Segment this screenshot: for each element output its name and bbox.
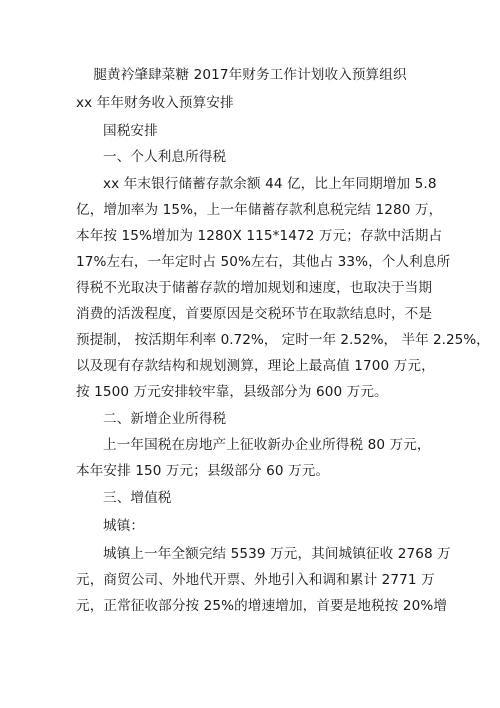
- paragraph-line: 17%左右，一年定时占 50%左右，其他占 33%，个人利息所: [76, 254, 451, 270]
- paragraph-line: 元，商贸公司、外地代开票、外地引入和调和累计 2771 万: [76, 572, 435, 588]
- paragraph-line: 以及现有存款结构和规划测算，理论上最高值 1700 万元，: [76, 358, 435, 374]
- paragraph-line: 按 1500 万元安排较牢靠，县级部分为 600 万元。: [76, 384, 388, 400]
- paragraph-line: 预提制， 按活期年利率 0.72%， 定时一年 2.52%， 半年 2.25%，: [76, 332, 490, 348]
- paragraph-line: 上一年国税在房地产上征收新办企业所得税 80 万元，: [103, 437, 431, 453]
- paragraph-line: 元，正常征收部分按 25%的增速增加，首要是地税按 20%增: [76, 598, 448, 614]
- paragraph-line: 消费的活泼程度，首要原因是交税环节在取款结息时，不是: [76, 306, 433, 322]
- paragraph-line: 本年按 15%增加为 1280X 115*1472 万元；存款中活期占: [76, 228, 443, 244]
- document-subtitle: xx 年年财务收入预算安排: [76, 95, 234, 111]
- paragraph-line: xx 年末银行储蓄存款余额 44 亿，比上年同期增加 5.8: [103, 176, 437, 192]
- paragraph-line: 本年安排 150 万元；县级部分 60 万元。: [76, 463, 330, 479]
- subsection-heading-enterprise-tax: 二、新增企业所得税: [103, 411, 227, 427]
- document-title: 腿黄衿肇肆菜糖 2017年财务工作计划收入预算组织: [93, 67, 407, 83]
- paragraph-line: 亿，增加率为 15%，上一年储蓄存款利息税完结 1280 万，: [76, 202, 443, 218]
- paragraph-line: 得税不光取决于储蓄存款的增加规划和速度，也取决于当期: [76, 280, 433, 296]
- section-heading: 国税安排: [103, 123, 158, 139]
- subsection-heading-income-tax: 一、个人利息所得税: [103, 149, 227, 165]
- paragraph-line: 城镇上一年全额完结 5539 万元，其间城镇征收 2768 万: [103, 546, 451, 562]
- subsection-heading-vat: 三、增值税: [103, 490, 172, 506]
- subsection-label-town: 城镇：: [103, 518, 145, 534]
